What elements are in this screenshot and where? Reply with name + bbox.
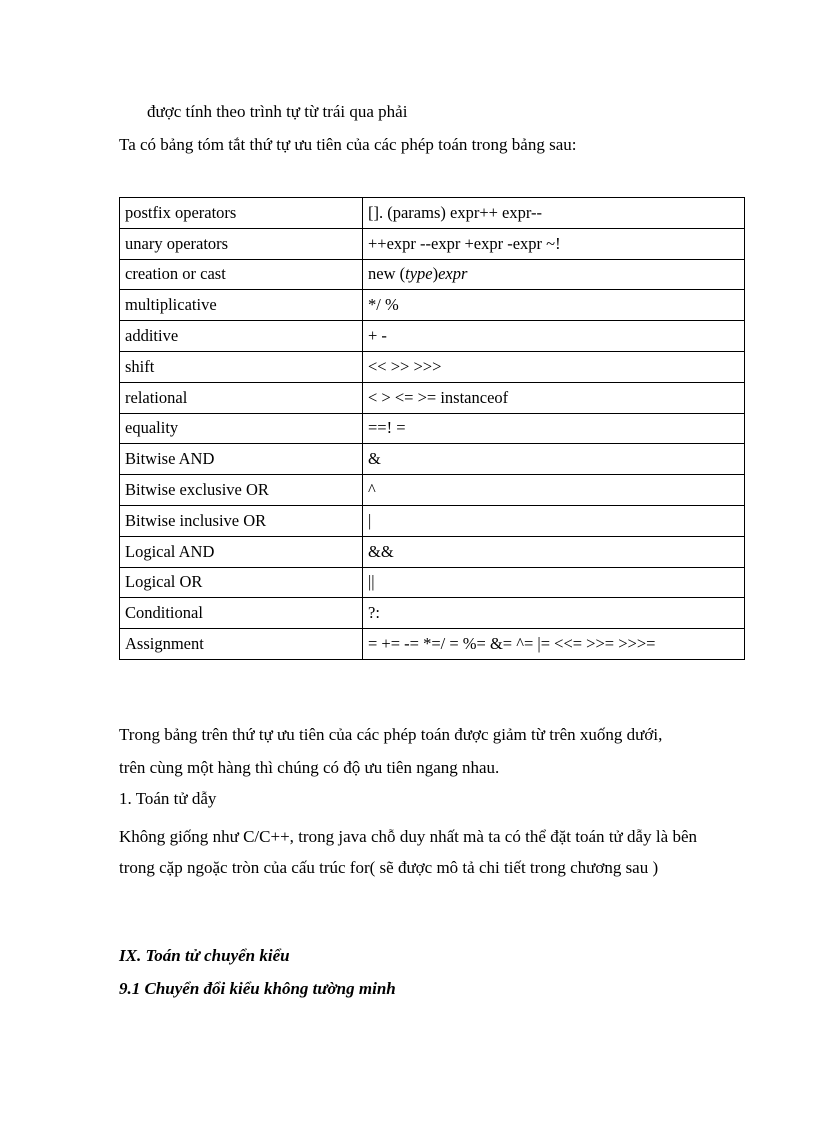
subsection-heading: 9.1 Chuyển đổi kiểu không tường minh: [119, 979, 396, 998]
operators-mid: ): [432, 264, 439, 284]
after-table-line-2: trên cùng một hàng thì chúng có độ ưu tiên ngang nhau.: [119, 758, 500, 777]
operators-italic-type: type: [405, 264, 433, 284]
operators-cell: ^: [363, 475, 745, 506]
category-cell: Logical AND: [120, 536, 363, 567]
category-cell: multiplicative: [120, 290, 363, 321]
section-heading: IX. Toán tử chuyển kiểu: [119, 946, 290, 965]
after-table-line-1: Trong bảng trên thứ tự ưu tiên của các phép toán được giảm từ trên xuống dưới,: [119, 725, 663, 744]
category-cell: postfix operators: [120, 198, 363, 229]
operators-cell: ==! =: [363, 413, 745, 444]
operator-precedence-table: [119, 197, 745, 660]
table-row: [120, 598, 745, 629]
category-cell: Assignment: [120, 629, 363, 660]
category-cell: Bitwise exclusive OR: [120, 475, 363, 506]
category-cell: Logical OR: [120, 567, 363, 598]
operators-cell: ?:: [363, 598, 745, 629]
intro-continued-text: được tính theo trình tự từ trái qua phải: [147, 102, 408, 121]
table-row: [120, 290, 745, 321]
category-cell: Bitwise inclusive OR: [120, 505, 363, 536]
table-row: [120, 505, 745, 536]
operators-cell: |: [363, 505, 745, 536]
operators-cell: + -: [363, 321, 745, 352]
table-row: [120, 321, 745, 352]
category-cell: relational: [120, 382, 363, 413]
category-cell: unary operators: [120, 228, 363, 259]
table-row: [120, 413, 745, 444]
category-cell: creation or cast: [120, 259, 363, 290]
operators-cell: = += -= *=/ = %= &= ^= |= <<= >>= >>>=: [363, 629, 745, 660]
operators-cell: [363, 259, 745, 290]
table-row: [120, 629, 745, 660]
operators-cell: << >> >>>: [363, 351, 745, 382]
operators-cell: &: [363, 444, 745, 475]
list-item-comma-operator: 1. Toán tử dẫy: [119, 789, 217, 808]
table-row: [120, 536, 745, 567]
category-cell: Conditional: [120, 598, 363, 629]
table-row: [120, 228, 745, 259]
intro-table-text: Ta có bảng tóm tắt thứ tự ưu tiên của các phép toán trong bảng sau:: [119, 135, 577, 154]
table-row: [120, 259, 745, 290]
category-cell: Bitwise AND: [120, 444, 363, 475]
category-cell: shift: [120, 351, 363, 382]
table-row: [120, 382, 745, 413]
category-cell: equality: [120, 413, 363, 444]
table-row: [120, 567, 745, 598]
operators-cell: */ %: [363, 290, 745, 321]
table-row: [120, 444, 745, 475]
comma-operator-paragraph: Không giống như C/C++, trong java chỗ duy nhất mà ta có thể đặt toán tử dẫy là bên trong cặp ngoặc tròn của cấu trúc for( sẽ được mô tả chi tiết trong chương sau ): [119, 827, 697, 877]
operators-cell: ||: [363, 567, 745, 598]
operators-italic-expr: expr: [438, 264, 468, 284]
operators-cell: []. (params) expr++ expr--: [363, 198, 745, 229]
operators-cell: ++expr --expr +expr -expr ~!: [363, 228, 745, 259]
operators-prefix: new (: [368, 264, 406, 284]
operators-cell: &&: [363, 536, 745, 567]
table-row: [120, 351, 745, 382]
operators-cell: < > <= >= instanceof: [363, 382, 745, 413]
category-cell: additive: [120, 321, 363, 352]
table-row: [120, 475, 745, 506]
table-row: [120, 198, 745, 229]
